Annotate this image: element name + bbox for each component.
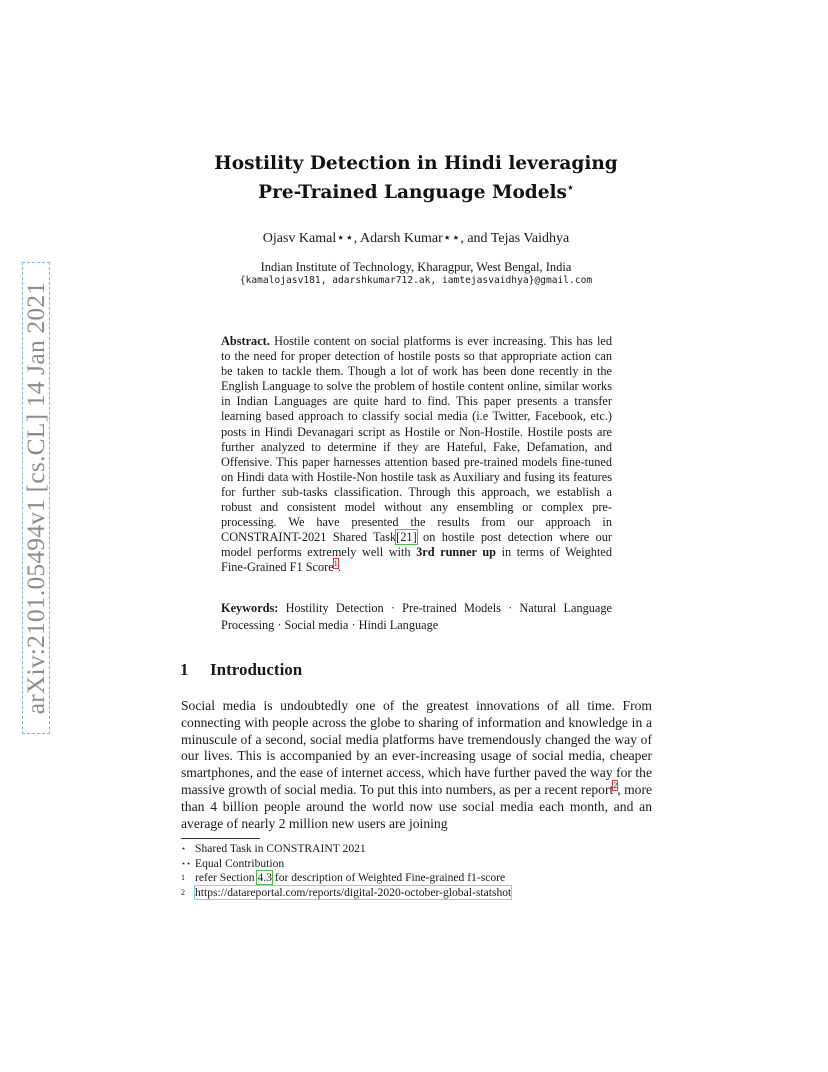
footnote-mark: 1 [181,873,185,883]
paper-title [180,152,652,205]
arxiv-identifier-stamp[interactable] [22,262,50,734]
section-heading [180,660,302,680]
section-title: Introduction [210,660,303,679]
affiliation: Indian Institute of Technology, Kharagpur, West Bengal, India [260,260,572,274]
footnote-mark: 2 [181,887,185,897]
section-ref-link[interactable]: 4.3 [257,871,272,885]
title-line-2: Pre-Trained Language Models⋆ [258,181,574,204]
abstract-text-3: in terms of Weighted Fine-Grained F1 Score [221,545,612,575]
footnote-url-link[interactable]: https://datareportal.com/reports/digital-2020-october-global-statshot [195,885,512,899]
footnote-mark: ⋆⋆ [181,858,192,868]
footnote-rule [181,838,260,839]
title-line-1: Hostility Detection in Hindi leveraging [214,153,618,174]
intro-text-1: Social media is undoubtedly one of the greatest innovations of all time. From connecting with people across the globe to sharing of information and knowledge in a minuscule of a second, social media platforms have tremendously changed the way of our lives. This is accompanied by an ever-increasing usage of social media, cheaper smartphones, and the ease of internet access, which have further paved the way for the massive growth of social media. To put this into numbers, as per a recent report [181,698,652,797]
intro-paragraph [181,698,652,832]
footnote-text-pre: refer Section [195,871,258,885]
abstract-label: Abstract. [221,334,270,348]
footnote-mark: ⋆ [181,844,187,853]
footnotes [181,842,651,900]
section-number: 1 [180,660,189,679]
abstract [221,334,612,576]
footnote-2 [181,886,651,901]
footnote-link-2[interactable]: 2 [613,781,618,791]
abstract-text-4: . [337,560,341,575]
abstract-bold-result: 3rd runner up [416,545,497,560]
footnote-text: Equal Contribution [195,856,285,870]
footnote-text-post: for description of Weighted Fine-grained f1-score [271,871,506,885]
keywords [221,600,612,634]
keywords-label: Keywords: [221,601,279,615]
citation-link-21[interactable]: [21] [396,530,417,545]
footnote-text: Shared Task in CONSTRAINT 2021 [195,842,366,855]
footnote-star [181,842,651,857]
intro-text-2: , more than 4 billion people around the world now use social media each month, and an average of nearly 2 million new users are joining [181,781,652,831]
footnote-link-1[interactable]: 1 [333,559,338,569]
abstract-text-1: Hostile content on social platforms is ever increasing. This has led to the need for proper detection of hostile posts so that appropriate action can be taken to tackle them. Though a lot of work has been done recently in the English Language to solve the problem of hostile content online, similar works in Indian Languages are quite hard to find. This paper presents a transfer learning based approach to classify social media (i.e Twitter, Facebook, etc.) posts in Hindi Devanagari script as Hostile or Non-Hostile. Hostile posts are further analyzed to determine if they are Hateful, Fake, Defamation, and Offensive. This paper harnesses attention based pre-trained models fine-tuned on Hindi data with Hostile-Non hostile task as Auxiliary and fusing its features for further sub-tasks classification. Through this approach, we establish a robust and consistent model without any ensembling or complex pre-processing. We have presented the results from our approach in CONSTRAINT-2021 Shared Task [221,334,612,545]
keywords-text: Hostility Detection · Pre-trained Models · Natural Language Processing · Social media · Hindi Language [221,601,612,632]
author-emails: {kamalojasv181, adarshkumar712.ak, iamtejasvaidhya}@gmail.com [239,275,593,286]
title-footnote-star: ⋆ [566,181,574,194]
author-list: Ojasv Kamal⋆⋆, Adarsh Kumar⋆⋆, and Tejas Vaidhya [262,231,570,246]
footnote-1 [181,871,651,886]
footnote-double-star [181,857,651,872]
abstract-text-2: on hostile post detection where our model performs extremely well with [221,530,613,560]
arxiv-identifier: arXiv:2101.05494v1 [cs.CL] 14 Jan 2021 [21,281,50,715]
